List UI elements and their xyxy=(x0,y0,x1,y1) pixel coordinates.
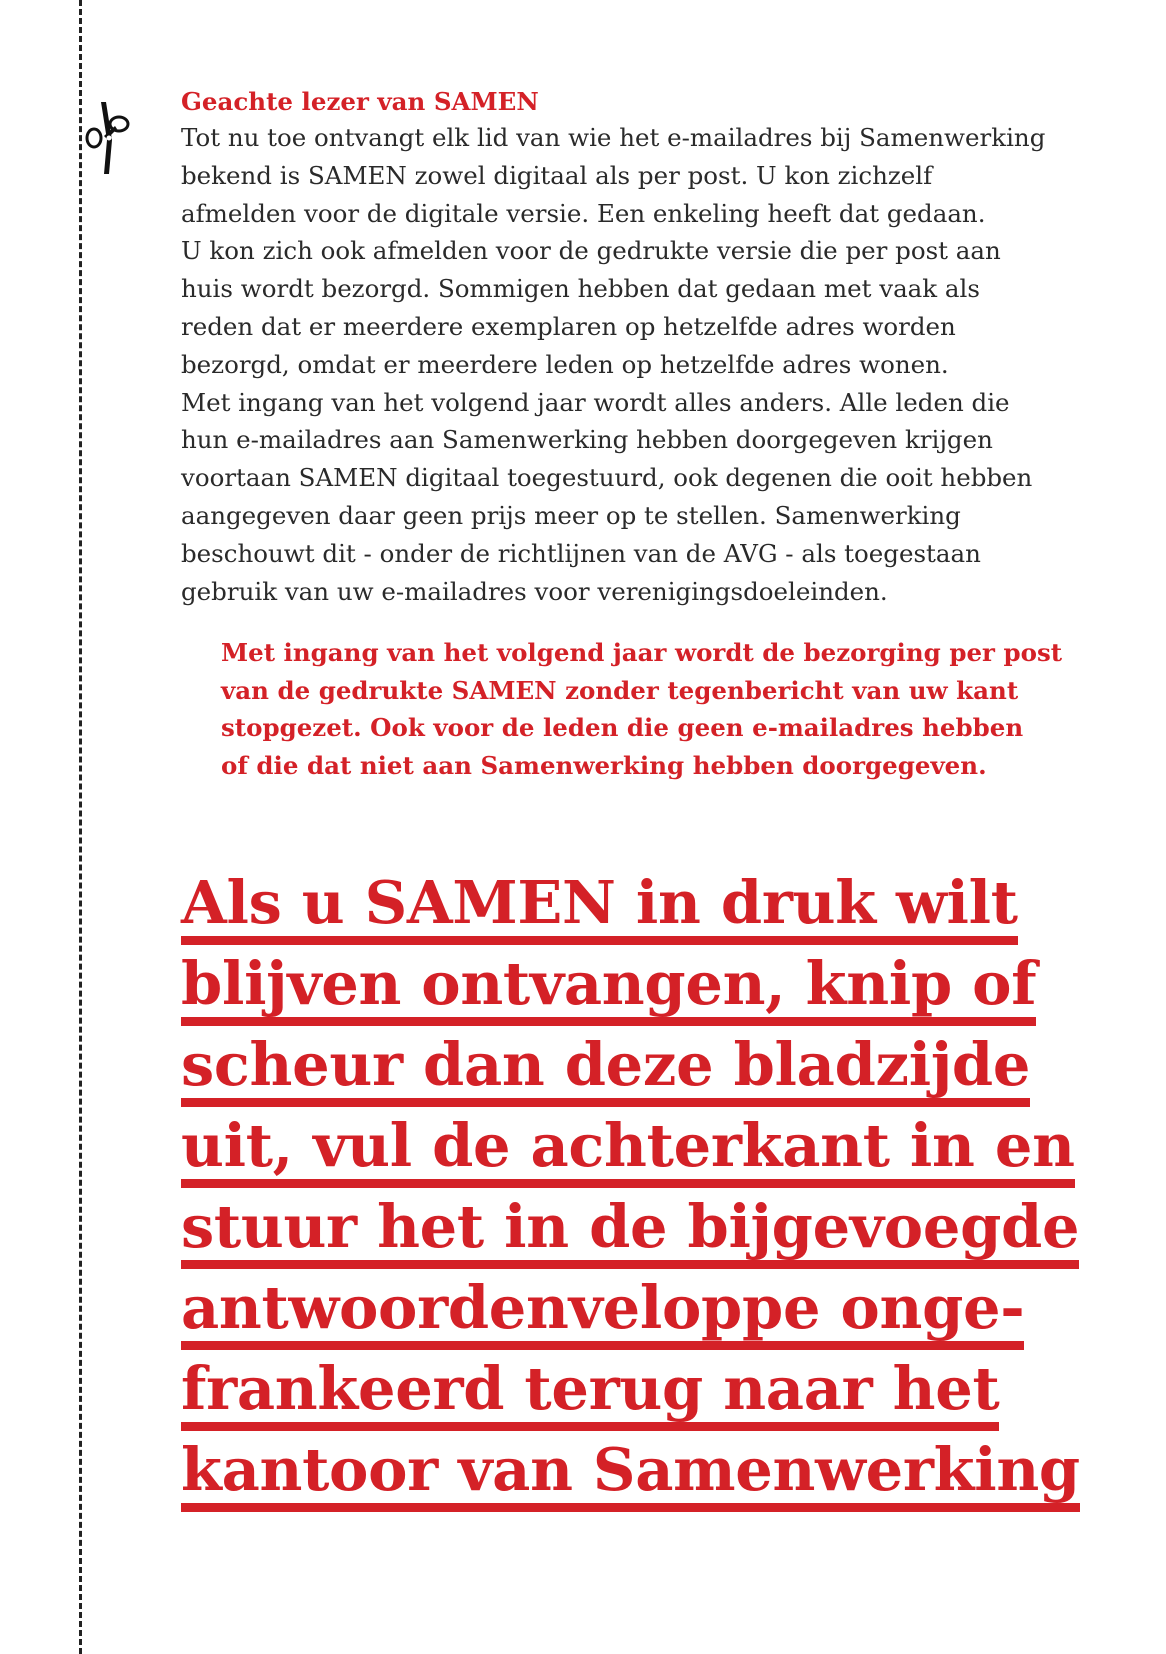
cta-line: Als u SAMEN in druk wilt xyxy=(181,870,1018,945)
cta-line: uit, vul de achterkant in en xyxy=(181,1113,1075,1188)
cta-line: scheur dan deze bladzijde xyxy=(181,1032,1030,1107)
letter-line: Tot nu toe ontvangt elk lid van wie het e-mailadres bij Samenwerking xyxy=(181,123,1046,152)
notice-line: stopgezet. Ook voor de leden die geen e-mailadres hebben xyxy=(221,713,1024,742)
letter-line: afmelden voor de digitale versie. Een enkeling heeft dat gedaan. xyxy=(181,198,986,228)
letter-line: aangegeven daar geen prijs meer op te stellen. Samenwerking xyxy=(181,500,961,530)
letter-line: reden dat er meerdere exemplaren op hetzelfde adres worden xyxy=(181,311,956,341)
cta-line: frankeerd terug naar het xyxy=(181,1356,999,1431)
letter-salutation: Geachte lezer van SAMEN xyxy=(181,87,539,116)
letter-line: bezorgd, omdat er meerdere leden op hetzelfde adres wonen. xyxy=(181,349,949,379)
call-to-action xyxy=(181,868,1080,1518)
letter-line: voortaan SAMEN digitaal toegestuurd, ook degenen die ooit hebben xyxy=(181,463,1033,493)
notice-line: of die dat niet aan Samenwerking hebben doorgegeven. xyxy=(221,750,987,780)
postal-notice xyxy=(221,634,1061,784)
letter-line: U kon zich ook afmelden voor de gedrukte versie die per post aan xyxy=(181,236,1001,266)
letter-line: beschouwt dit - onder de richtlijnen van de AVG - als toegestaan xyxy=(181,538,981,568)
notice-line: Met ingang van het volgend jaar wordt de bezorging per post xyxy=(221,638,1063,667)
cut-line xyxy=(79,0,82,1654)
cta-line: stuur het in de bijgevoegde xyxy=(181,1194,1079,1269)
letter-line: hun e-mailadres aan Samenwerking hebben doorgegeven krijgen xyxy=(181,425,993,455)
letter-line: Met ingang van het volgend jaar wordt alles anders. Alle leden die xyxy=(181,387,1010,417)
letter-body xyxy=(181,84,1061,610)
letter-line: gebruik van uw e-mailadres voor verenigingsdoeleinden. xyxy=(181,576,888,606)
scissors-icon xyxy=(82,100,140,180)
cta-line: antwoordenveloppe onge- xyxy=(181,1275,1024,1350)
notice-line: van de gedrukte SAMEN zonder tegenbericht van uw kant xyxy=(221,675,1019,705)
cta-line: kantoor van Samenwerking xyxy=(181,1437,1080,1512)
cta-line: blijven ontvangen, knip of xyxy=(181,951,1036,1026)
letter-line: bekend is SAMEN zowel digitaal als per post. U kon zichzelf xyxy=(181,160,933,190)
letter-line: huis wordt bezorgd. Sommigen hebben dat gedaan met vaak als xyxy=(181,274,980,304)
